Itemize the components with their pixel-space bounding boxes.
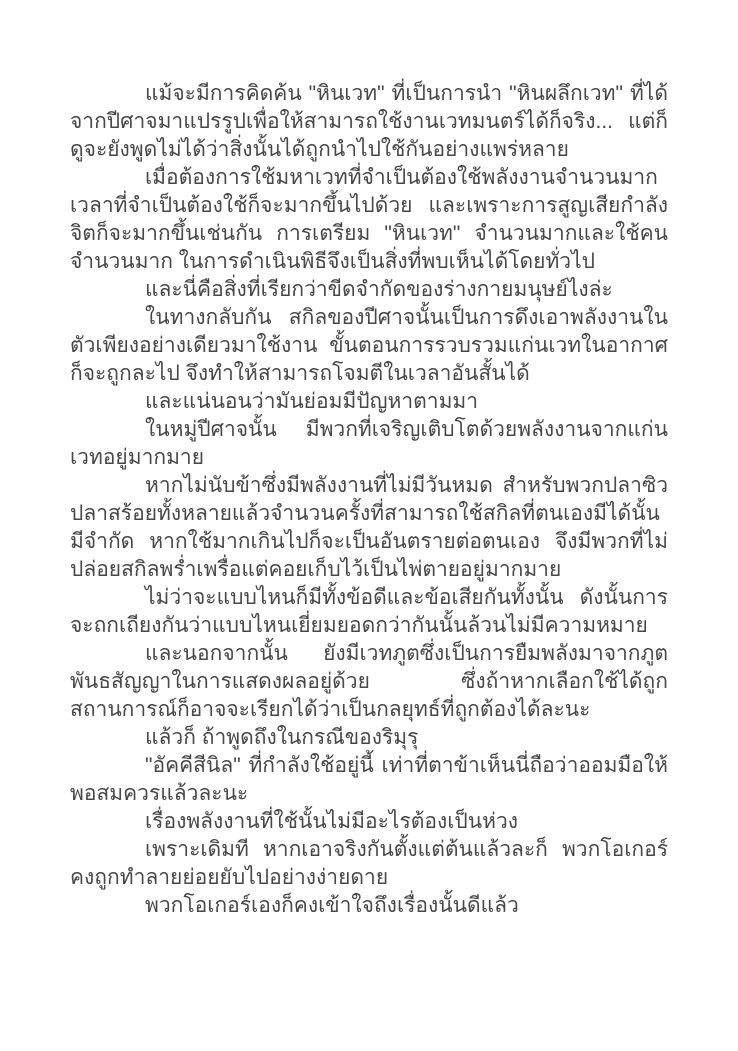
paragraph: พวกโอเกอร์เองก็คงเข้าใจถึงเรื่องนั้นดีแล้ว	[145, 894, 519, 917]
paragraph: และนอกจากนั้น ยังมีเวทภูตซึ่งเป็นการยืมพลังมาจากภูตพันธสัญญาในการแสดงผลอยู่ด้วย ซึ่งถ้าหากเลือกใช้ได้ถูกสถานการณ์ก็อาจจะเรียกได้ว่าเป็นกลยุทธ์ที่ถูกต้องได้ละนะ	[70, 642, 668, 721]
paragraph: "อัคคีสีนิล" ที่กำลังใช้อยู่นี้ เท่าที่ตาข้าเห็นนี่ถือว่าออมมือให้พอสมควรแล้วละนะ	[70, 754, 668, 805]
paragraph: และนี่คือสิ่งที่เรียกว่าขีดจำกัดของร่างกายมนุษย์ไงล่ะ	[145, 278, 613, 301]
paragraph: ในหมู่ปีศาจนั้น มีพวกที่เจริญเติบโตด้วยพลังงานจากแก่นเวทอยู่มากมาย	[70, 418, 668, 469]
paragraph: เรื่องพลังงานที่ใช้นั้นไม่มีอะไรต้องเป็นห่วง	[145, 810, 518, 833]
paragraph: แล้วก็ ถ้าพูดถึงในกรณีของริมุรุ	[145, 726, 419, 749]
paragraph: และแน่นอนว่ามันย่อมมีปัญหาตามมา	[145, 390, 479, 413]
paragraph: ในทางกลับกัน สกิลของปีศาจนั้นเป็นการดึงเอาพลังงานในตัวเพียงอย่างเดียวมาใช้งาน ขั้นตอนการรวบรวมแก่นเวทในอากาศก็จะถูกละไป จึงทำให้สามารถโจมตีในเวลาอันสั้นได้	[70, 306, 668, 385]
paragraph: เมื่อต้องการใช้มหาเวทที่จำเป็นต้องใช้พลังงานจำนวนมาก เวลาที่จำเป็นต้องใช้ก็จะมากขึ้นไปด้วย และเพราะการสูญเสียกำลังจิตก็จะมากขึ้นเช่นกัน การเตรียม "หินเวท" จำนวนมากและใช้คนจำนวนมาก ในการดำเนินพิธีจึงเป็นสิ่งที่พบเห็นได้โดยทั่วไป	[70, 166, 668, 273]
paragraph: หากไม่นับข้าซึ่งมีพลังงานที่ไม่มีวันหมด สำหรับพวกปลาซิวปลาสร้อยทั้งหลายแล้วจำนวนครั้งที่สามารถใช้สกิลที่ตนเองมีได้นั้นมีจำกัด หากใช้มากเกินไปก็จะเป็นอันตรายต่อตนเอง จึงมีพวกที่ไม่ปล่อยสกิลพร่ำเพรื่อแต่คอยเก็บไว้เป็นไพ่ตายอยู่มากมาย	[70, 474, 668, 581]
paragraph: เพราะเดิมที หากเอาจริงกันตั้งแต่ต้นแล้วละก็ พวกโอเกอร์คงถูกทำลายย่อยยับไปอย่างง่ายดาย	[70, 838, 668, 889]
paragraph: ไม่ว่าจะแบบไหนก็มีทั้งข้อดีและข้อเสียกันทั้งนั้น ดังนั้นการจะถกเถียงกันว่าแบบไหนเยี่ยมยอดกว่ากันนั้นล้วนไม่มีความหมาย	[70, 586, 668, 637]
paragraph: แม้จะมีการคิดค้น "หินเวท" ที่เป็นการนำ "หินผลึกเวท" ที่ได้จากปีศาจมาแปรรูปเพื่อให้สามารถใช้งานเวทมนตร์ได้ก็จริง... แต่ก็ดูจะยังพูดไม่ได้ว่าสิ่งนั้นได้ถูกนำไปใช้กันอย่างแพร่หลาย	[70, 82, 668, 161]
